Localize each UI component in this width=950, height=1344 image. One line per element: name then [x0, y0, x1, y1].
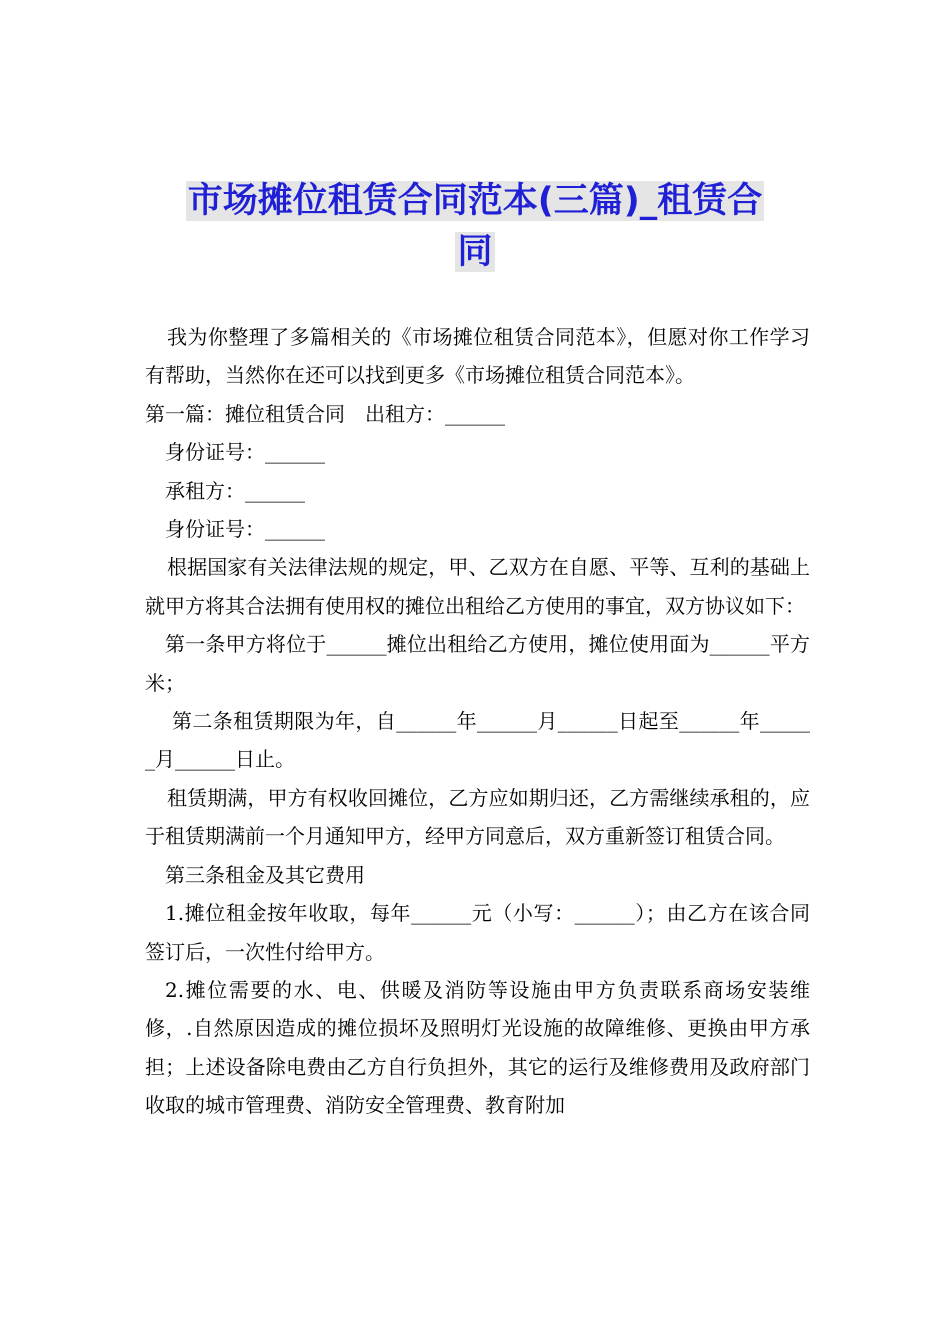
id-number-field: 身份证号：______ — [165, 440, 325, 465]
rent-clause-2: 2.摊位需要的水、电、供暖及消防等设施由甲方负责联系商场安装维修，.自然原因造成的摊位损坏及照明灯光设施的故障维修、更换由甲方承担；上述设备除电费由乙方自行负担外，其它的运行及维修费用及政府部门收取的城市管理费、消防安全管理费、教育附加 — [145, 977, 810, 1118]
preamble-paragraph: 根据国家有关法律法规的规定，甲、乙双方在自愿、平等、互利的基础上就甲方将其合法拥有使用权的摊位出租给乙方使用的事宜，双方协议如下： — [145, 555, 810, 618]
lease-expiry-paragraph: 租赁期满，甲方有权收回摊位，乙方应如期归还，乙方需继续承租的，应于租赁期满前一个月通知甲方，经甲方同意后，双方重新签订租赁合同。 — [145, 785, 810, 849]
article-2-paragraph: 第二条租赁期限为年，自______年______月______日起至______年______月______日止。 — [145, 709, 810, 772]
document-body — [145, 318, 810, 1125]
article-1-paragraph: 第一条甲方将位于______摊位出租给乙方使用，摊位使用面为______平方米； — [145, 632, 810, 695]
section-heading-lessor: 第一篇：摊位租赁合同 出租方：______ — [145, 401, 505, 426]
document-title — [150, 176, 800, 278]
lessee-field: 承租方：______ — [165, 478, 305, 503]
intro-paragraph: 我为你整理了多篇相关的《市场摊位租赁合同范本》，但愿对你工作学习有帮助，当然你在还可以找到更多《市场摊位租赁合同范本》。 — [145, 325, 810, 388]
title-line-2: 同 — [457, 232, 493, 272]
title-line-1: 市场摊位租赁合同范本(三篇)_租赁合 — [187, 181, 763, 221]
rent-clause-1: 1.摊位租金按年收取，每年______元（小写：______）；由乙方在该合同签订后，一次性付给甲方。 — [145, 901, 810, 964]
article-3-heading: 第三条租金及其它费用 — [165, 862, 365, 887]
id-number-field: 身份证号：______ — [165, 517, 325, 542]
